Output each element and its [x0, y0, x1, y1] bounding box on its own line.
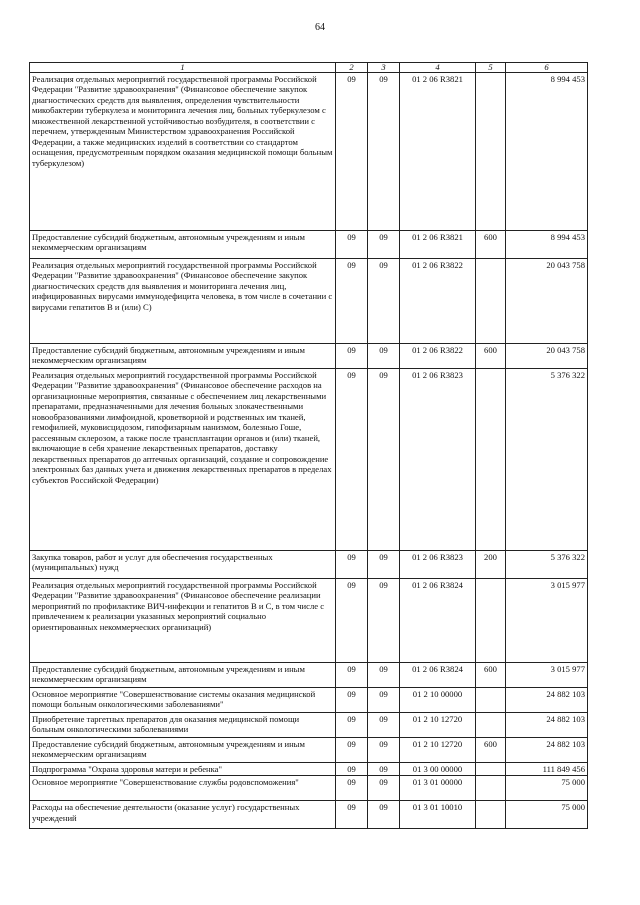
row-subsection: 09 — [368, 551, 400, 579]
page-number: 64 — [315, 22, 325, 33]
row-section: 09 — [336, 551, 368, 579]
row-expense-type — [476, 713, 506, 738]
row-description: Расходы на обеспечение деятельности (оказание услуг) государственных учреждений — [30, 801, 336, 829]
row-target-code: 01 2 06 R3824 — [400, 579, 476, 663]
row-description: Предоставление субсидий бюджетным, автономным учреждениям и иным некоммерческим организациям — [30, 738, 336, 763]
row-description: Предоставление субсидий бюджетным, автономным учреждениям и иным некоммерческим организациям — [30, 231, 336, 259]
row-amount: 20 043 758 — [506, 259, 588, 344]
row-description: Реализация отдельных мероприятий государственной программы Российской Федерации "Развитие здравоохранения" (Финансовое обеспечение закупок диагностических средств для выявления, определения чувствительности микобактерии туберкулеза и мониторинга лечения лиц, больных туберкулезом с множественной лекарственной устойчивостью возбудителя, в соответствии с перечнем, утвержденным Министерством здравоохранения Российской Федерации, а также медицинских изделий в соответствии со стандартом оснащения, предусмотренным порядком оказания медицинской помощи больным туберкулезом) — [30, 73, 336, 231]
row-expense-type — [476, 579, 506, 663]
row-expense-type — [476, 801, 506, 829]
row-amount: 3 015 977 — [506, 663, 588, 688]
row-amount: 111 849 456 — [506, 763, 588, 776]
row-amount: 5 376 322 — [506, 551, 588, 579]
row-target-code: 01 2 06 R3823 — [400, 369, 476, 551]
row-description: Подпрограмма "Охрана здоровья матери и ребенка" — [30, 763, 336, 776]
row-subsection: 09 — [368, 73, 400, 231]
row-description: Основное мероприятие "Совершенствование системы оказания медицинской помощи больным онкологическими заболеваниями" — [30, 688, 336, 713]
table-header-row — [30, 63, 588, 73]
row-expense-type: 600 — [476, 231, 506, 259]
row-description: Приобретение таргетных препаратов для оказания медицинской помощи больным онкологическими заболеваниями — [30, 713, 336, 738]
table-row — [30, 663, 588, 688]
row-description: Реализация отдельных мероприятий государственной программы Российской Федерации "Развитие здравоохранения" (Финансовое обеспечение закупок диагностических средств для выявления и мониторинга лечения лиц, инфицированных вирусами иммунодефицита человека, в том числе в сочетании с вирусами гепатитов B и (или) C) — [30, 259, 336, 344]
table-row — [30, 738, 588, 763]
row-amount: 24 882 103 — [506, 738, 588, 763]
table-row — [30, 579, 588, 663]
row-target-code: 01 2 06 R3822 — [400, 259, 476, 344]
row-subsection: 09 — [368, 259, 400, 344]
table-row — [30, 763, 588, 776]
row-subsection: 09 — [368, 776, 400, 801]
row-subsection: 09 — [368, 713, 400, 738]
row-description: Предоставление субсидий бюджетным, автономным учреждениям и иным некоммерческим организациям — [30, 663, 336, 688]
row-subsection: 09 — [368, 344, 400, 369]
table-row — [30, 551, 588, 579]
budget-table — [29, 62, 588, 829]
row-description: Реализация отдельных мероприятий государственной программы Российской Федерации "Развитие здравоохранения" (Финансовое обеспечение расходов на организационные мероприятия, связанные с обеспечением лиц лекарственными препаратами, предназначенными для лечения больных злокачественными новообразованиями лимфоидной, кроветворной и родственных им тканей, гемофилией, муковисцидозом, гипофизарным нанизмом, болезнью Гоше, рассеянным склерозом, а также после трансплантации органов и (или) тканей, включающие в себя хранение лекарственных препаратов, доставку лекарственных препаратов до аптечных организаций, создание и сопровождение электронных баз данных учета и движения лекарственных препаратов в пределах субъектов Российской Федерации) — [30, 369, 336, 551]
col-header-6: 6 — [506, 63, 588, 73]
row-expense-type: 200 — [476, 551, 506, 579]
row-section: 09 — [336, 763, 368, 776]
table-row — [30, 73, 588, 231]
row-target-code: 01 3 01 10010 — [400, 801, 476, 829]
row-expense-type — [476, 73, 506, 231]
col-header-2: 2 — [336, 63, 368, 73]
row-subsection: 09 — [368, 688, 400, 713]
row-amount: 24 882 103 — [506, 688, 588, 713]
table-row — [30, 776, 588, 801]
row-section: 09 — [336, 688, 368, 713]
row-target-code: 01 2 06 R3822 — [400, 344, 476, 369]
table-row — [30, 688, 588, 713]
row-expense-type: 600 — [476, 663, 506, 688]
row-amount: 24 882 103 — [506, 713, 588, 738]
row-target-code: 01 2 06 R3821 — [400, 73, 476, 231]
table-row — [30, 369, 588, 551]
col-header-5: 5 — [476, 63, 506, 73]
row-amount: 3 015 977 — [506, 579, 588, 663]
row-subsection: 09 — [368, 369, 400, 551]
row-target-code: 01 2 10 00000 — [400, 688, 476, 713]
row-expense-type: 600 — [476, 344, 506, 369]
row-section: 09 — [336, 369, 368, 551]
row-description: Предоставление субсидий бюджетным, автономным учреждениям и иным некоммерческим организациям — [30, 344, 336, 369]
row-target-code: 01 3 00 00000 — [400, 763, 476, 776]
row-section: 09 — [336, 801, 368, 829]
row-subsection: 09 — [368, 663, 400, 688]
row-description: Основное мероприятие "Совершенствование службы родовспоможения" — [30, 776, 336, 801]
col-header-1: 1 — [30, 63, 336, 73]
row-section: 09 — [336, 738, 368, 763]
row-target-code: 01 2 10 12720 — [400, 713, 476, 738]
row-amount: 75 000 — [506, 801, 588, 829]
row-section: 09 — [336, 579, 368, 663]
row-subsection: 09 — [368, 231, 400, 259]
row-section: 09 — [336, 73, 368, 231]
row-expense-type — [476, 259, 506, 344]
table-row — [30, 344, 588, 369]
row-section: 09 — [336, 259, 368, 344]
row-amount: 8 994 453 — [506, 73, 588, 231]
row-expense-type — [476, 763, 506, 776]
row-expense-type — [476, 776, 506, 801]
row-description: Реализация отдельных мероприятий государственной программы Российской Федерации "Развитие здравоохранения" (Финансовое обеспечение реализации мероприятий по профилактике ВИЧ-инфекции и гепатитов B и C, в том числе с привлечением к реализации указанных мероприятий социально ориентированных некоммерческих организаций) — [30, 579, 336, 663]
row-subsection: 09 — [368, 738, 400, 763]
col-header-3: 3 — [368, 63, 400, 73]
row-target-code: 01 2 06 R3824 — [400, 663, 476, 688]
row-target-code: 01 2 06 R3821 — [400, 231, 476, 259]
row-subsection: 09 — [368, 579, 400, 663]
col-header-4: 4 — [400, 63, 476, 73]
row-section: 09 — [336, 713, 368, 738]
row-target-code: 01 2 10 12720 — [400, 738, 476, 763]
row-section: 09 — [336, 663, 368, 688]
table-row — [30, 231, 588, 259]
row-amount: 5 376 322 — [506, 369, 588, 551]
row-amount: 75 000 — [506, 776, 588, 801]
row-section: 09 — [336, 776, 368, 801]
row-expense-type — [476, 369, 506, 551]
row-section: 09 — [336, 231, 368, 259]
row-description: Закупка товаров, работ и услуг для обеспечения государственных (муниципальных) нужд — [30, 551, 336, 579]
table-row — [30, 801, 588, 829]
row-amount: 8 994 453 — [506, 231, 588, 259]
table-row — [30, 259, 588, 344]
row-target-code: 01 2 06 R3823 — [400, 551, 476, 579]
row-subsection: 09 — [368, 801, 400, 829]
row-expense-type: 600 — [476, 738, 506, 763]
row-target-code: 01 3 01 00000 — [400, 776, 476, 801]
table-row — [30, 713, 588, 738]
row-expense-type — [476, 688, 506, 713]
row-amount: 20 043 758 — [506, 344, 588, 369]
row-section: 09 — [336, 344, 368, 369]
row-subsection: 09 — [368, 763, 400, 776]
